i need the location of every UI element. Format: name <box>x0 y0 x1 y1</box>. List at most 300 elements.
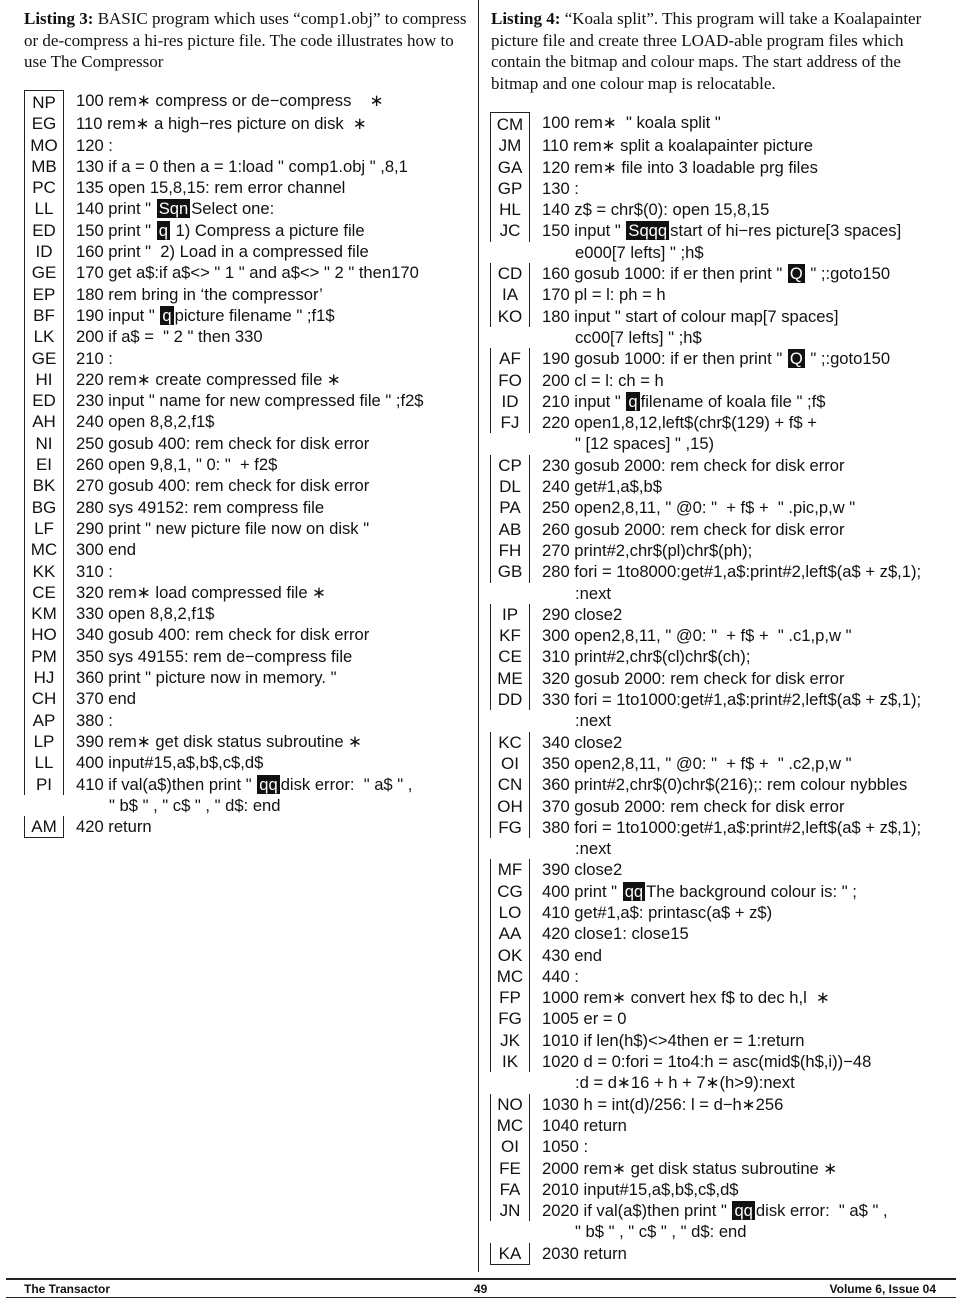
code-segment: 210 input " <box>542 391 626 411</box>
checksum-code: CH <box>24 688 64 709</box>
code-text <box>64 497 476 518</box>
code-segment: 260 gosub 2000: rem check for disk error <box>542 519 845 539</box>
code-segment: " ;:goto150 <box>805 264 891 284</box>
checksum-code: PM <box>24 646 64 667</box>
code-segment: 1040 return <box>542 1115 627 1135</box>
code-line <box>490 370 950 391</box>
code-line <box>24 646 476 667</box>
code-segment: 380 : <box>76 710 113 730</box>
code-text <box>530 668 950 689</box>
code-segment: 390 close2 <box>542 860 623 880</box>
code-segment: 350 sys 49155: rem de−compress file <box>76 646 353 666</box>
checksum-code: KO <box>490 306 530 327</box>
issue-label: Volume 6, Issue 04 <box>829 1282 936 1296</box>
code-continuation: :d = d∗16 + h + 7∗(h>9):next <box>575 1073 795 1093</box>
reverse-video-control-chars: qq <box>259 774 278 794</box>
code-line <box>24 774 476 817</box>
code-line <box>24 90 476 113</box>
checksum-code: KM <box>24 603 64 624</box>
checksum-code: CD <box>490 263 530 284</box>
code-text <box>530 753 950 774</box>
code-continuation: cc00[7 lefts] " ;h$ <box>575 327 702 347</box>
code-text <box>530 689 950 732</box>
code-line <box>490 604 950 625</box>
code-text <box>64 348 476 369</box>
code-line <box>24 710 476 731</box>
code-segment: 250 open2,8,11, " @0: " + f$ + " .pic,p,w " <box>542 498 856 518</box>
code-line <box>24 262 476 283</box>
code-segment: The background colour is: " ; <box>646 881 857 901</box>
code-line <box>24 561 476 582</box>
code-segment: 130 if a = 0 then a = 1:load " comp1.obj " ,8,1 <box>76 156 408 176</box>
checksum-code: GP <box>490 178 530 199</box>
checksum-code: FG <box>490 1008 530 1029</box>
checksum-code: MC <box>24 539 64 560</box>
code-text <box>530 391 950 412</box>
checksum-code: FJ <box>490 412 530 433</box>
code-text <box>530 157 950 178</box>
code-text <box>530 263 950 284</box>
magazine-name: The Transactor <box>24 1282 111 1296</box>
checksum-code: EG <box>24 113 64 134</box>
code-segment: 210 : <box>76 348 113 368</box>
code-segment: 130 : <box>542 178 579 198</box>
checksum-code: HI <box>24 369 64 390</box>
code-line <box>490 689 950 732</box>
code-line <box>490 1030 950 1051</box>
checksum-code: FA <box>490 1179 530 1200</box>
code-segment: 390 rem∗ get disk status subroutine ∗ <box>76 731 363 751</box>
checksum-code: KF <box>490 625 530 646</box>
code-segment: 410 get#1,a$: printasc(a$ + z$) <box>542 902 773 922</box>
code-segment: 140 print " <box>76 199 156 219</box>
listing-3-code <box>24 90 476 838</box>
code-line <box>490 178 950 199</box>
code-line <box>24 135 476 156</box>
code-segment: 200 cl = l: ch = h <box>542 370 664 390</box>
code-text <box>64 198 476 219</box>
code-text <box>64 390 476 411</box>
checksum-code: CP <box>490 455 530 476</box>
checksum-code: LL <box>24 752 64 773</box>
code-text <box>530 284 950 305</box>
code-text <box>64 731 476 752</box>
code-segment: 190 input " <box>76 305 160 325</box>
checksum-code: KK <box>24 561 64 582</box>
code-segment: 340 gosub 400: rem check for disk error <box>76 625 370 645</box>
code-text <box>64 518 476 539</box>
reverse-video-control-chars: Q <box>789 264 803 284</box>
code-segment: 290 close2 <box>542 604 623 624</box>
reverse-video-control-chars: Sqn <box>158 199 189 219</box>
code-text <box>530 774 950 795</box>
code-text <box>64 113 476 134</box>
code-text <box>530 1179 950 1200</box>
code-segment: 1020 d = 0:fori = 1to4:h = asc(mid$(h$,i))−48 <box>542 1052 872 1072</box>
code-continuation: :next <box>575 839 611 859</box>
checksum-code: FP <box>490 987 530 1008</box>
code-segment: 260 open 9,8,1, " 0: " + f2$ <box>76 455 278 475</box>
checksum-code: ED <box>24 220 64 241</box>
checksum-code: PI <box>24 774 64 795</box>
code-segment: 420 close1: close15 <box>542 924 689 944</box>
code-text <box>530 1158 950 1179</box>
code-text <box>64 262 476 283</box>
checksum-code: PA <box>490 497 530 518</box>
code-text <box>530 945 950 966</box>
code-segment: 270 gosub 400: rem check for disk error <box>76 476 370 496</box>
code-segment: 370 gosub 2000: rem check for disk error <box>542 796 845 816</box>
checksum-code: HL <box>490 199 530 220</box>
code-segment: 220 rem∗ create compressed file ∗ <box>76 369 341 389</box>
listing-4-title: Listing 4: <box>491 9 561 28</box>
code-text <box>64 774 476 817</box>
code-text <box>530 859 950 880</box>
code-line <box>24 411 476 432</box>
code-segment: 1050 : <box>542 1137 589 1157</box>
code-segment: filename of koala file " ;f$ <box>640 391 826 411</box>
code-text <box>64 284 476 305</box>
code-text <box>64 177 476 198</box>
checksum-code: ID <box>490 391 530 412</box>
code-text <box>64 688 476 709</box>
code-segment: " ;:goto150 <box>805 349 891 369</box>
checksum-code: JM <box>490 135 530 156</box>
code-text <box>530 370 950 391</box>
code-line <box>490 220 950 263</box>
code-text <box>530 135 950 156</box>
code-text <box>64 305 476 326</box>
code-text <box>64 816 476 837</box>
code-continuation: :next <box>575 583 611 603</box>
checksum-code: AH <box>24 411 64 432</box>
code-text <box>64 220 476 241</box>
code-text <box>530 348 950 369</box>
checksum-code: FG <box>490 817 530 838</box>
code-segment: 1) Compress a picture file <box>170 220 365 240</box>
reverse-video-control-chars: q <box>158 220 168 240</box>
code-line <box>490 497 950 518</box>
code-line <box>490 199 950 220</box>
code-text <box>64 326 476 347</box>
reverse-video-control-chars: q <box>628 391 638 411</box>
code-line <box>490 817 950 860</box>
code-line <box>490 625 950 646</box>
code-text <box>530 519 950 540</box>
checksum-code: JC <box>490 220 530 241</box>
code-line <box>24 731 476 752</box>
checksum-code: AA <box>490 923 530 944</box>
checksum-code: MO <box>24 135 64 156</box>
code-segment: picture filename " ;f1$ <box>174 305 335 325</box>
code-text <box>530 1094 950 1115</box>
checksum-code: BF <box>24 305 64 326</box>
code-line <box>24 284 476 305</box>
code-segment: 280 sys 49152: rem compress file <box>76 497 325 517</box>
code-text <box>64 369 476 390</box>
code-text <box>64 411 476 432</box>
code-text <box>530 199 950 220</box>
code-line <box>24 518 476 539</box>
code-text <box>64 561 476 582</box>
code-line <box>490 1158 950 1179</box>
checksum-code: JK <box>490 1030 530 1051</box>
checksum-code: NO <box>490 1094 530 1115</box>
code-segment: 180 input " start of colour map[7 spaces] <box>542 306 839 326</box>
code-line <box>490 774 950 795</box>
code-segment: 370 end <box>76 689 136 709</box>
code-line <box>24 497 476 518</box>
checksum-code: FE <box>490 1158 530 1179</box>
code-continuation: " b$ " , " c$ " , " d$: end <box>575 1222 747 1242</box>
code-line <box>490 987 950 1008</box>
code-line <box>24 326 476 347</box>
code-line <box>490 1200 950 1243</box>
code-line <box>24 816 476 838</box>
code-continuation: " b$ " , " c$ " , " d$: end <box>109 795 281 815</box>
code-text <box>64 603 476 624</box>
code-line <box>24 156 476 177</box>
checksum-code: KA <box>490 1243 530 1265</box>
code-segment: 230 input " name for new compressed file " ;f2$ <box>76 391 424 411</box>
code-line <box>490 157 950 178</box>
listing-4-code <box>490 112 950 1265</box>
code-text <box>530 1051 950 1094</box>
checksum-code: HO <box>24 624 64 645</box>
code-text <box>530 604 950 625</box>
code-line <box>490 284 950 305</box>
checksum-code: NI <box>24 433 64 454</box>
code-line <box>490 796 950 817</box>
code-line <box>24 433 476 454</box>
listing-4-caption <box>491 8 947 94</box>
checksum-code: PC <box>24 177 64 198</box>
code-line <box>24 454 476 475</box>
checksum-code: ID <box>24 241 64 262</box>
checksum-code: JN <box>490 1200 530 1221</box>
code-segment: 410 if val(a$)then print " <box>76 774 257 794</box>
checksum-code: LO <box>490 902 530 923</box>
checksum-code: GA <box>490 157 530 178</box>
code-line <box>24 688 476 709</box>
page-number: 49 <box>474 1282 488 1296</box>
code-segment: 1005 er = 0 <box>542 1009 627 1029</box>
code-text <box>64 433 476 454</box>
code-segment: 135 open 15,8,15: rem error channel <box>76 178 346 198</box>
checksum-code: OH <box>490 796 530 817</box>
checksum-code: ME <box>490 668 530 689</box>
code-continuation: e000[7 lefts] " ;h$ <box>575 242 704 262</box>
code-text <box>64 624 476 645</box>
code-line <box>490 476 950 497</box>
code-line <box>490 945 950 966</box>
code-segment: 1000 rem∗ convert hex f$ to dec h,l ∗ <box>542 988 830 1008</box>
code-line <box>490 668 950 689</box>
code-segment: 350 open2,8,11, " @0: " + f$ + " .c2,p,w " <box>542 753 852 773</box>
checksum-code: GB <box>490 561 530 582</box>
code-segment: 190 gosub 1000: if er then print " <box>542 349 787 369</box>
code-text <box>530 1030 950 1051</box>
left-column <box>6 0 479 1272</box>
code-text <box>530 625 950 646</box>
listing-3-description: BASIC program which uses “comp1.obj” to compress or de-compress a hi-res picture file. The code illustrates how to use The Compressor <box>24 9 467 71</box>
right-column <box>484 0 954 1272</box>
code-segment: 300 open2,8,11, " @0: " + f$ + " .c1,p,w " <box>542 626 852 646</box>
code-text <box>530 497 950 518</box>
code-segment: 2000 rem∗ get disk status subroutine ∗ <box>542 1158 838 1178</box>
checksum-code: OI <box>490 753 530 774</box>
code-text <box>64 135 476 156</box>
code-line <box>490 412 950 455</box>
checksum-code: AM <box>24 816 64 838</box>
code-segment: 170 pl = l: ph = h <box>542 285 666 305</box>
checksum-code: EI <box>24 454 64 475</box>
code-text <box>64 539 476 560</box>
code-line <box>490 348 950 369</box>
code-segment: 330 fori = 1to1000:get#1,a$:print#2,left$(a$ + z$,1); <box>542 690 922 710</box>
code-segment: 110 rem∗ split a koalapainter picture <box>542 136 813 156</box>
code-segment: 270 print#2,chr$(pl)chr$(ph); <box>542 540 753 560</box>
code-line <box>490 1136 950 1157</box>
code-segment: 240 open 8,8,2,f1$ <box>76 412 215 432</box>
code-text <box>530 112 950 133</box>
code-text <box>64 90 476 111</box>
code-line <box>24 624 476 645</box>
code-segment: 330 open 8,8,2,f1$ <box>76 604 215 624</box>
code-segment: 150 print " <box>76 220 156 240</box>
code-line <box>24 475 476 496</box>
code-segment: 120 : <box>76 135 113 155</box>
code-text <box>530 646 950 667</box>
reverse-video-control-chars: Sqqq <box>628 221 668 241</box>
code-segment: 1030 h = int(d)/256: l = d−h∗256 <box>542 1094 784 1114</box>
code-text <box>530 412 950 455</box>
checksum-code: KC <box>490 732 530 753</box>
checksum-code: CM <box>490 112 530 135</box>
code-text <box>530 1115 950 1136</box>
code-text <box>64 667 476 688</box>
code-text <box>64 710 476 731</box>
code-line <box>490 519 950 540</box>
code-line <box>24 241 476 262</box>
code-line <box>490 923 950 944</box>
checksum-code: IA <box>490 284 530 305</box>
checksum-code: LF <box>24 518 64 539</box>
code-line <box>24 667 476 688</box>
checksum-code: MC <box>490 1115 530 1136</box>
code-segment: 100 rem∗ " koala split " <box>542 113 721 132</box>
code-segment: 110 rem∗ a high−res picture on disk ∗ <box>76 114 367 134</box>
code-segment: 240 get#1,a$,b$ <box>542 477 662 497</box>
code-text <box>64 156 476 177</box>
code-line <box>490 135 950 156</box>
code-text <box>530 540 950 561</box>
code-segment: disk error: " a$ " , <box>280 774 413 794</box>
code-line <box>490 753 950 774</box>
code-text <box>530 476 950 497</box>
code-text <box>530 1243 950 1264</box>
code-text <box>530 561 950 604</box>
code-line <box>490 1008 950 1029</box>
code-line <box>24 390 476 411</box>
checksum-code: LP <box>24 731 64 752</box>
code-line <box>24 752 476 773</box>
code-segment: 200 if a$ = " 2 " then 330 <box>76 327 263 347</box>
code-text <box>530 817 950 860</box>
checksum-code: AB <box>490 519 530 540</box>
code-text <box>530 923 950 944</box>
code-line <box>490 540 950 561</box>
code-segment: 180 rem bring in ‘the compressor’ <box>76 284 323 304</box>
code-line <box>490 112 950 135</box>
code-line <box>490 902 950 923</box>
code-line <box>490 306 950 349</box>
code-line <box>490 646 950 667</box>
checksum-code: ED <box>24 390 64 411</box>
code-continuation: " [12 spaces] " ,15) <box>575 434 715 454</box>
code-segment: 420 return <box>76 817 152 837</box>
checksum-code: CG <box>490 881 530 902</box>
code-line <box>490 1051 950 1094</box>
code-line <box>490 881 950 902</box>
code-line <box>24 305 476 326</box>
code-text <box>64 582 476 603</box>
code-segment: 310 : <box>76 561 113 581</box>
code-text <box>530 902 950 923</box>
checksum-code: BK <box>24 475 64 496</box>
code-segment: 320 rem∗ load compressed file ∗ <box>76 582 327 602</box>
code-segment: 360 print#2,chr$(0)chr$(216);: rem colour nybbles <box>542 775 908 795</box>
checksum-code: BG <box>24 497 64 518</box>
code-segment: 250 gosub 400: rem check for disk error <box>76 433 370 453</box>
code-line <box>490 1243 950 1265</box>
code-segment: 160 gosub 1000: if er then print " <box>542 264 787 284</box>
checksum-code: GE <box>24 262 64 283</box>
code-text <box>64 475 476 496</box>
code-text <box>530 1200 950 1243</box>
code-text <box>530 966 950 987</box>
checksum-code: MB <box>24 156 64 177</box>
code-segment: 1010 if len(h$)<>4then er = 1:return <box>542 1030 805 1050</box>
checksum-code: MF <box>490 859 530 880</box>
code-line <box>490 1179 950 1200</box>
code-continuation: :next <box>575 711 611 731</box>
checksum-code: FH <box>490 540 530 561</box>
reverse-video-control-chars: q <box>162 305 172 325</box>
checksum-code: CE <box>490 646 530 667</box>
code-text <box>530 796 950 817</box>
code-text <box>530 178 950 199</box>
code-segment: 120 rem∗ file into 3 loadable prg files <box>542 157 818 177</box>
code-segment: 380 fori = 1to1000:get#1,a$:print#2,left$(a$ + z$,1); <box>542 817 922 837</box>
checksum-code: NP <box>24 90 64 113</box>
checksum-code: EP <box>24 284 64 305</box>
checksum-code: IK <box>490 1051 530 1072</box>
listing-4-description: “Koala split”. This program will take a Koalapainter picture file and create three LOAD-able program files which contain the bitmap and colour maps. The start address of the bitmap and one colour map is relocatable. <box>491 9 922 93</box>
code-line <box>490 391 950 412</box>
checksum-code: OK <box>490 945 530 966</box>
reverse-video-control-chars: qq <box>734 1201 753 1221</box>
code-segment: 310 print#2,chr$(cl)chr$(ch); <box>542 647 751 667</box>
checksum-code: HJ <box>24 667 64 688</box>
code-text <box>530 306 950 349</box>
code-segment: 2010 input#15,a$,b$,c$,d$ <box>542 1179 739 1199</box>
checksum-code: LL <box>24 198 64 219</box>
code-text <box>530 1136 950 1157</box>
code-text <box>530 987 950 1008</box>
code-line <box>490 1115 950 1136</box>
code-line <box>24 177 476 198</box>
